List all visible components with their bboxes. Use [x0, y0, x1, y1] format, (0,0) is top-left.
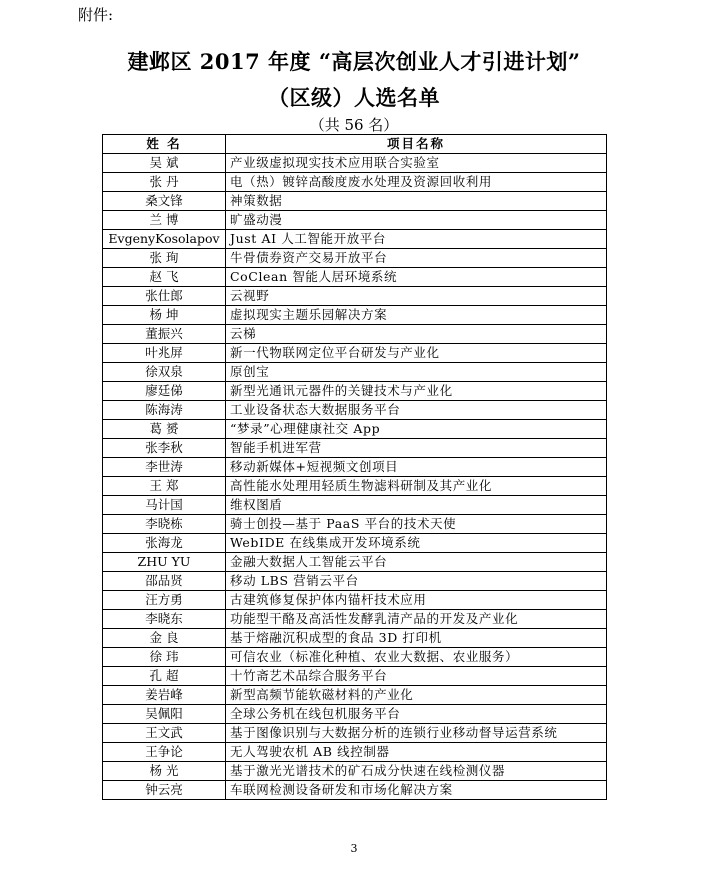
table-row	[103, 363, 607, 382]
table-row	[103, 629, 607, 648]
project-name: 基于熔融沉积成型的食品 3D 打印机	[226, 629, 607, 648]
project-name: 新型光通讯元器件的关键技术与产业化	[226, 382, 607, 401]
candidate-name: 吴 斌	[103, 154, 226, 173]
table-row	[103, 458, 607, 477]
candidate-name: 邵品贤	[103, 572, 226, 591]
attachment-label: 附件:	[78, 6, 114, 24]
table-row	[103, 477, 607, 496]
candidate-table	[102, 134, 607, 800]
candidate-name: 吴佩阳	[103, 705, 226, 724]
document-title-line2: （区级）人选名单	[268, 85, 440, 110]
document-title-line1: 建邺区 2017 年度 “高层次创业人才引进计划”	[127, 49, 581, 74]
table-row	[103, 496, 607, 515]
table-row	[103, 762, 607, 781]
candidate-name: 杨 光	[103, 762, 226, 781]
table-row	[103, 705, 607, 724]
candidate-name: 杨 坤	[103, 306, 226, 325]
candidate-name: 汪方勇	[103, 591, 226, 610]
table-row	[103, 325, 607, 344]
candidate-name: 姜岩峰	[103, 686, 226, 705]
candidate-name: 张李秋	[103, 439, 226, 458]
candidate-name: 金 良	[103, 629, 226, 648]
table-row	[103, 306, 607, 325]
candidate-name: 马计国	[103, 496, 226, 515]
table-row	[103, 401, 607, 420]
table-row	[103, 781, 607, 800]
table-row	[103, 230, 607, 249]
table-body	[103, 154, 607, 800]
table-row	[103, 287, 607, 306]
project-name: 高性能水处理用轻质生物滤料研制及其产业化	[226, 477, 607, 496]
candidate-count: （共 56 名）	[309, 116, 399, 134]
candidate-name: 李晓栋	[103, 515, 226, 534]
project-name: 电（热）镀锌高酸度废水处理及资源回收利用	[226, 173, 607, 192]
table-row	[103, 382, 607, 401]
table-row	[103, 154, 607, 173]
project-name: 无人驾驶农机 AB 线控制器	[226, 743, 607, 762]
candidate-name: 张 丹	[103, 173, 226, 192]
candidate-name: 徐双泉	[103, 363, 226, 382]
project-name: 原创宝	[226, 363, 607, 382]
project-name: 古建筑修复保护体内锚杆技术应用	[226, 591, 607, 610]
table-row	[103, 249, 607, 268]
project-name: 虚拟现实主题乐园解决方案	[226, 306, 607, 325]
candidate-name: 徐 玮	[103, 648, 226, 667]
project-name: 神策数据	[226, 192, 607, 211]
table-row	[103, 724, 607, 743]
table-row	[103, 515, 607, 534]
header-project: 项目名称	[226, 135, 607, 154]
table-row	[103, 591, 607, 610]
table-row	[103, 192, 607, 211]
table-row	[103, 534, 607, 553]
table-row	[103, 439, 607, 458]
candidate-name: 李世涛	[103, 458, 226, 477]
table-row	[103, 344, 607, 363]
project-name: 旷盛动漫	[226, 211, 607, 230]
table-row	[103, 686, 607, 705]
project-name: 功能型干酪及高活性发酵乳清产品的开发及产业化	[226, 610, 607, 629]
project-name: 移动新媒体+短视频文创项目	[226, 458, 607, 477]
candidate-name: ZHU YU	[103, 553, 226, 572]
candidate-name: 桑文锋	[103, 192, 226, 211]
table-row	[103, 211, 607, 230]
project-name: Just AI 人工智能开放平台	[226, 230, 607, 249]
candidate-name: EvgenyKosolapov	[103, 230, 226, 249]
project-name: CoClean 智能人居环境系统	[226, 268, 607, 287]
table-row	[103, 268, 607, 287]
project-name: 可信农业（标准化种植、农业大数据、农业服务）	[226, 648, 607, 667]
candidate-name: 廖廷俤	[103, 382, 226, 401]
project-name: 基于激光光谱技术的矿石成分快速在线检测仪器	[226, 762, 607, 781]
project-name: 车联网检测设备研发和市场化解决方案	[226, 781, 607, 800]
project-name: 产业级虚拟现实技术应用联合实验室	[226, 154, 607, 173]
project-name: “梦录”心理健康社交 App	[226, 420, 607, 439]
candidate-name: 王文武	[103, 724, 226, 743]
candidate-name: 陈海涛	[103, 401, 226, 420]
project-name: WebIDE 在线集成开发环境系统	[226, 534, 607, 553]
candidate-name: 钟云亮	[103, 781, 226, 800]
project-name: 智能手机进军营	[226, 439, 607, 458]
project-name: 十竹斋艺术品综合服务平台	[226, 667, 607, 686]
candidate-name: 张海龙	[103, 534, 226, 553]
project-name: 工业设备状态大数据服务平台	[226, 401, 607, 420]
project-name: 维权图盾	[226, 496, 607, 515]
project-name: 移动 LBS 营销云平台	[226, 572, 607, 591]
page-number: 3	[350, 842, 358, 855]
candidate-name: 王争论	[103, 743, 226, 762]
candidate-name: 李晓东	[103, 610, 226, 629]
project-name: 云梯	[226, 325, 607, 344]
project-name: 新型高频节能软磁材料的产业化	[226, 686, 607, 705]
project-name: 新一代物联网定位平台研发与产业化	[226, 344, 607, 363]
table-row	[103, 572, 607, 591]
project-name: 骑士创投—基于 PaaS 平台的技术天使	[226, 515, 607, 534]
candidate-name: 王 郑	[103, 477, 226, 496]
table-row	[103, 648, 607, 667]
table-row	[103, 610, 607, 629]
project-name: 牛骨债券资产交易开放平台	[226, 249, 607, 268]
header-name: 姓 名	[103, 135, 226, 154]
project-name: 云视野	[226, 287, 607, 306]
project-name: 金融大数据人工智能云平台	[226, 553, 607, 572]
table-row	[103, 420, 607, 439]
table-row	[103, 173, 607, 192]
candidate-name: 孔 超	[103, 667, 226, 686]
table-row	[103, 743, 607, 762]
table-header-row	[103, 135, 607, 154]
candidate-name: 葛 赟	[103, 420, 226, 439]
project-name: 基于图像识别与大数据分析的连锁行业移动督导运营系统	[226, 724, 607, 743]
candidate-name: 叶兆屏	[103, 344, 226, 363]
candidate-name: 赵 飞	[103, 268, 226, 287]
candidate-name: 张仕郎	[103, 287, 226, 306]
table-row	[103, 553, 607, 572]
candidate-name: 张 珣	[103, 249, 226, 268]
candidate-name: 董振兴	[103, 325, 226, 344]
project-name: 全球公务机在线包机服务平台	[226, 705, 607, 724]
table-row	[103, 667, 607, 686]
candidate-name: 兰 博	[103, 211, 226, 230]
